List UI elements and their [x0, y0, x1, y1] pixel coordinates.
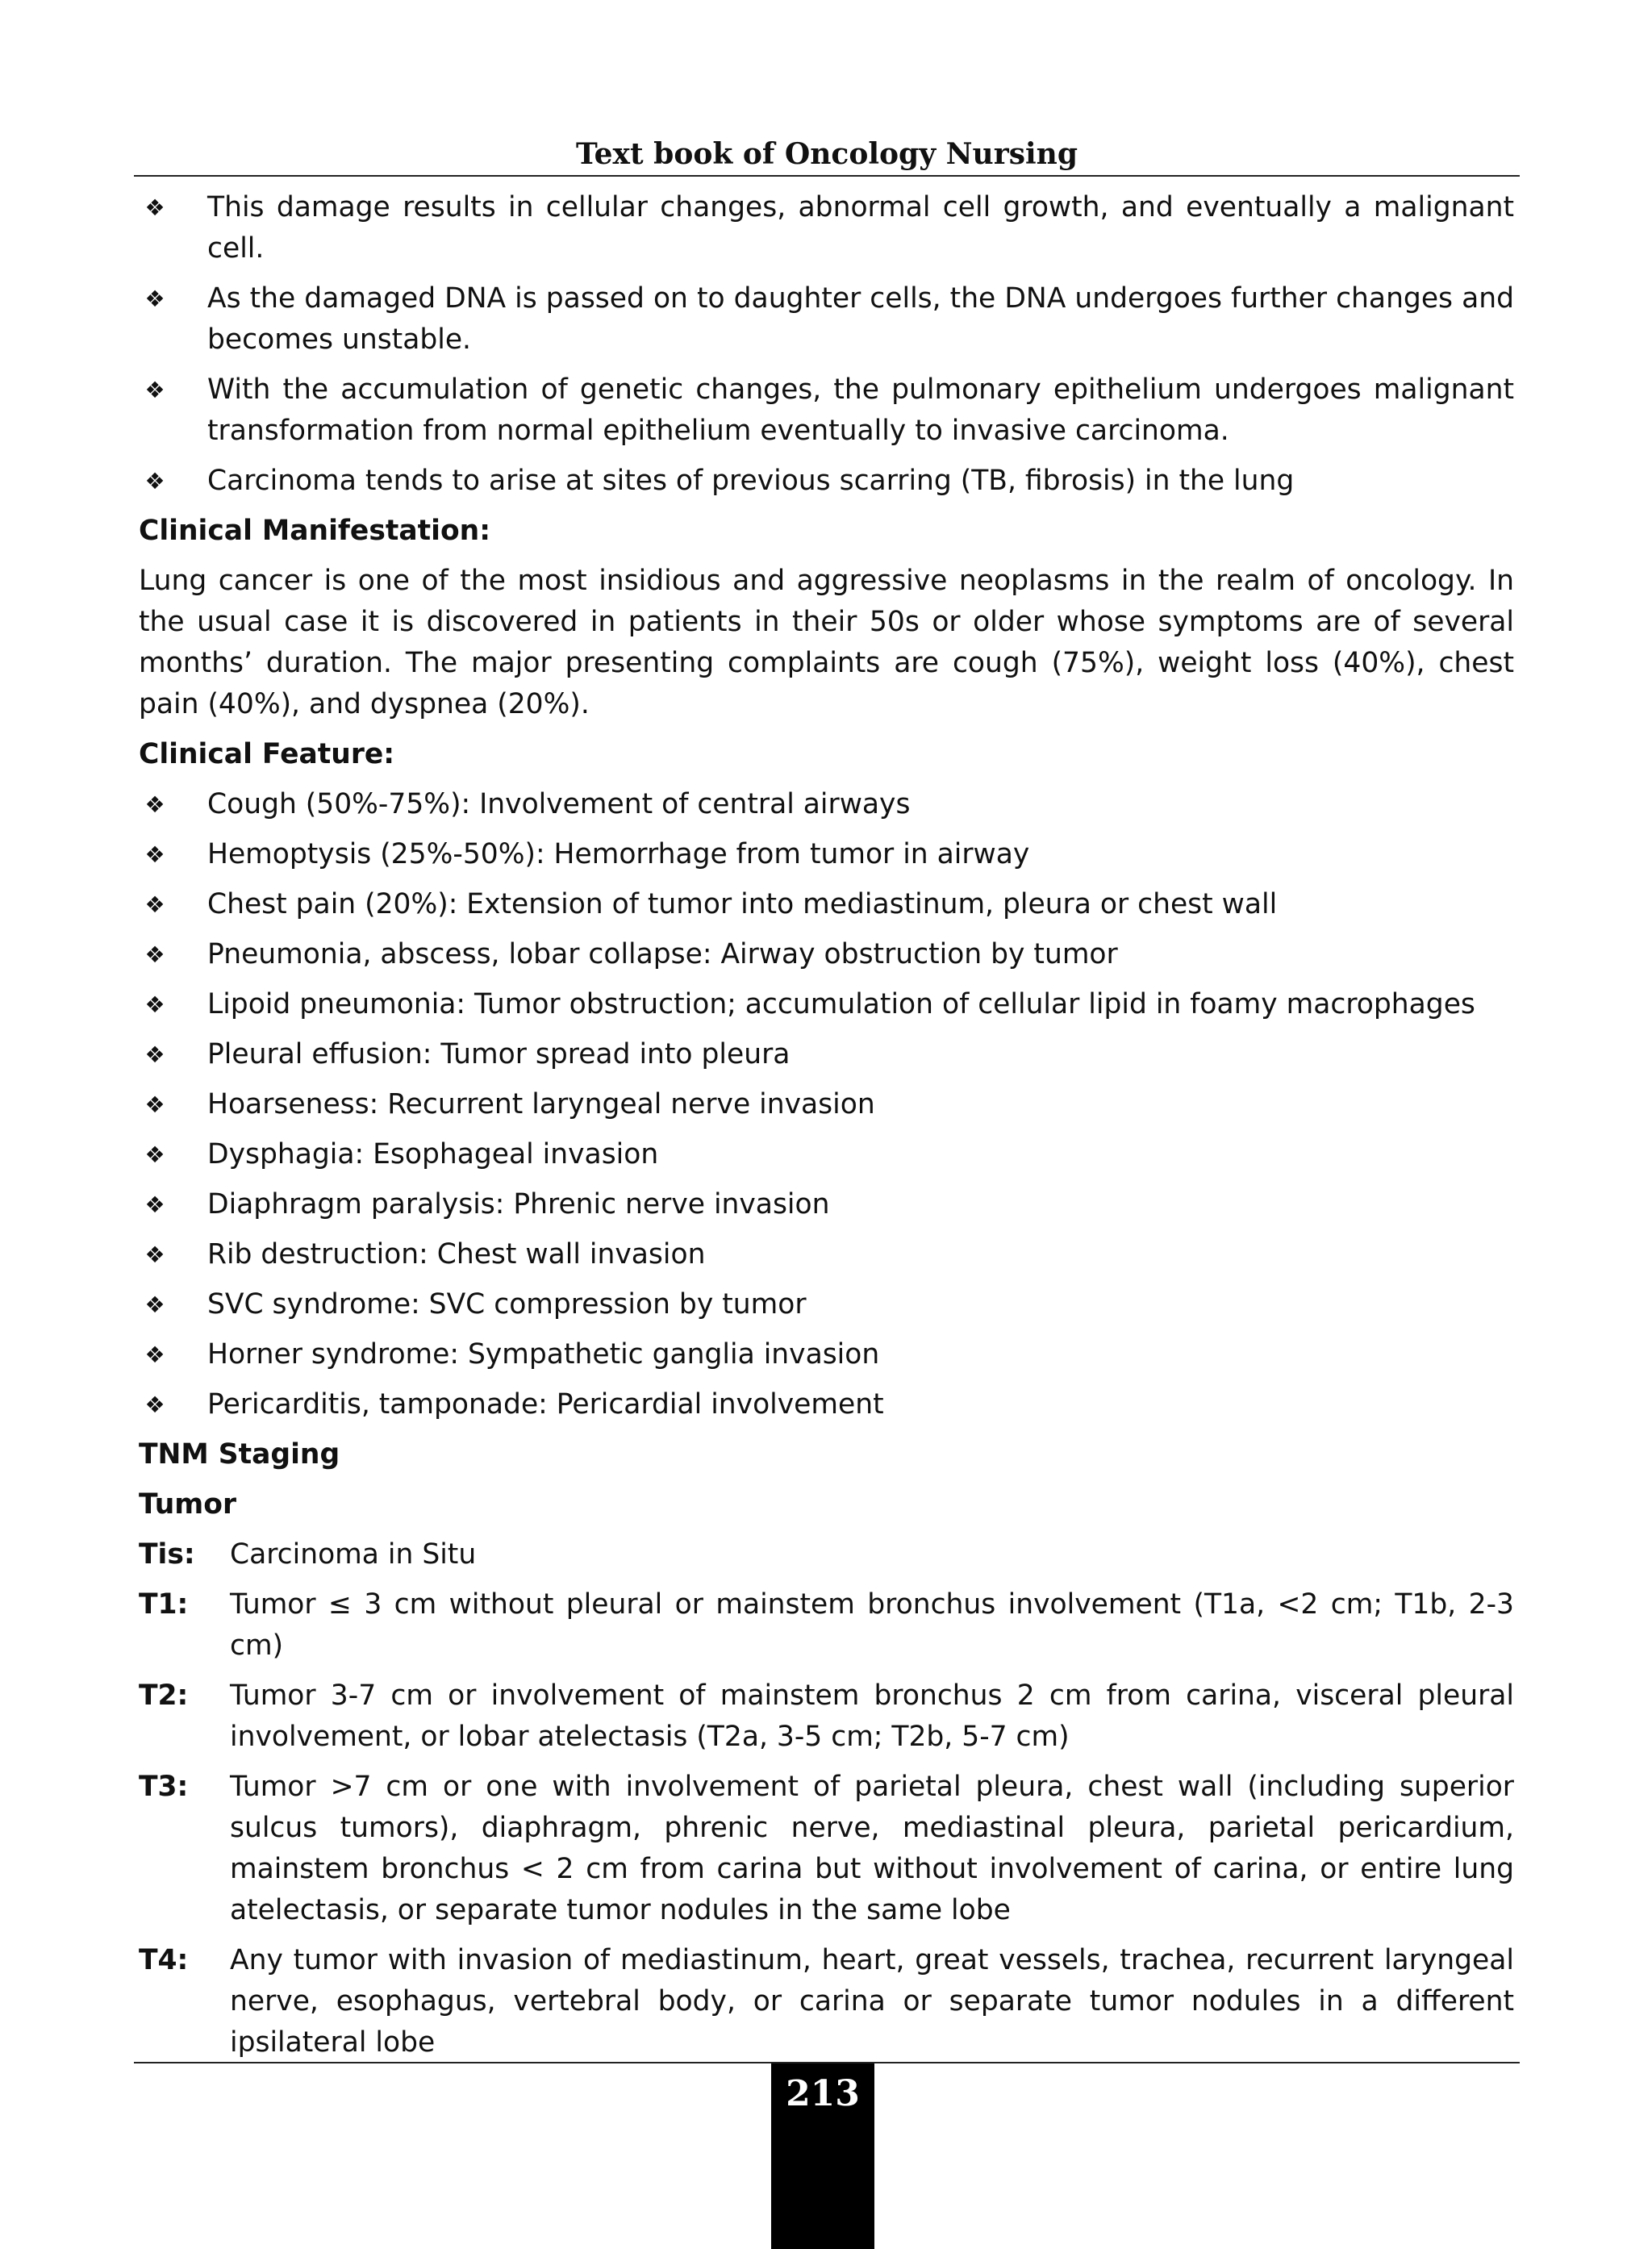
- page-number: 213: [786, 2073, 860, 2114]
- list-item: ❖ Chest pain (20%): Extension of tumor into mediastinum, pleura or chest wall: [139, 884, 1514, 925]
- stage-code: Tis:: [139, 1538, 195, 1571]
- diamond-bullet-icon: ❖: [144, 841, 165, 868]
- list-item: ❖ As the damaged DNA is passed on to daughter cells, the DNA undergoes further changes and becomes unstable.: [139, 278, 1514, 361]
- clinical-manifestation-heading: Clinical Manifestation:: [139, 515, 491, 547]
- diamond-bullet-icon: ❖: [144, 1241, 165, 1268]
- diamond-bullet-icon: ❖: [144, 1291, 165, 1318]
- clinical-manifestation-paragraph: Lung cancer is one of the most insidious and aggressive neoplasms in the realm of oncology. In the usual case it is discovered in patients in their 50s or older whose symptoms are of several months’ duration. The major presenting complaints are cough (75%), weight loss (40%), chest pain (40%), and dyspnea (20%).: [139, 565, 1514, 720]
- diamond-bullet-icon: ❖: [144, 468, 165, 494]
- stage-row-t2: [139, 1675, 1514, 1758]
- stage-description: Tumor >7 cm or one with involvement of parietal pleura, chest wall (including superior sulcus tumors), diaphragm, phrenic nerve, mediastinal pleura, parietal pericardium, mainstem bronchus < 2 cm from carina but without involvement of carina, or entire lung atelectasis, or separate tumor nodules in the same lobe: [230, 1771, 1514, 1926]
- diamond-bullet-icon: ❖: [144, 286, 165, 312]
- list-item: ❖ Rib destruction: Chest wall invasion: [139, 1234, 1514, 1275]
- page-header-title: Text book of Oncology Nursing: [575, 137, 1078, 171]
- stage-row-t4: [139, 1940, 1514, 2063]
- diamond-bullet-icon: ❖: [144, 1041, 165, 1068]
- stage-description: Tumor ≤ 3 cm without pleural or mainstem bronchus involvement (T1a, <2 cm; T1b, 2-3 cm): [230, 1588, 1514, 1662]
- page-number-tab: [771, 2063, 874, 2249]
- list-item: ❖ Pleural effusion: Tumor spread into pleura: [139, 1034, 1514, 1075]
- list-item: ❖ Hoarseness: Recurrent laryngeal nerve invasion: [139, 1084, 1514, 1125]
- stage-code: T3:: [139, 1771, 189, 1803]
- list-item: ❖ Dysphagia: Esophageal invasion: [139, 1134, 1514, 1175]
- diamond-bullet-icon: ❖: [144, 1141, 165, 1168]
- diamond-bullet-icon: ❖: [144, 377, 165, 403]
- list-item: ❖ Diaphragm paralysis: Phrenic nerve invasion: [139, 1184, 1514, 1225]
- clinical-feature-heading: Clinical Feature:: [139, 738, 395, 770]
- list-item: ❖ Hemoptysis (25%-50%): Hemorrhage from tumor in airway: [139, 834, 1514, 875]
- tnm-staging-heading: TNM Staging: [139, 1438, 340, 1471]
- stage-row-t1: [139, 1584, 1514, 1667]
- stage-description: Tumor 3-7 cm or involvement of mainstem bronchus 2 cm from carina, visceral pleural involvement, or lobar atelectasis (T2a, 3-5 cm; T2b, 5-7 cm): [230, 1679, 1514, 1753]
- intro-bullet-list: [139, 187, 1514, 502]
- diamond-bullet-icon: ❖: [144, 991, 165, 1018]
- list-item: ❖ SVC syndrome: SVC compression by tumor: [139, 1284, 1514, 1325]
- page-content: [139, 187, 1514, 2072]
- header-divider: [134, 175, 1520, 177]
- diamond-bullet-icon: ❖: [144, 1191, 165, 1218]
- stage-row-t3: [139, 1767, 1514, 1931]
- list-item: ❖ Pericarditis, tamponade: Pericardial involvement: [139, 1384, 1514, 1425]
- list-item: ❖ Pneumonia, abscess, lobar collapse: Airway obstruction by tumor: [139, 934, 1514, 975]
- diamond-bullet-icon: ❖: [144, 1341, 165, 1368]
- stage-code: T4:: [139, 1944, 189, 1976]
- diamond-bullet-icon: ❖: [144, 194, 165, 221]
- diamond-bullet-icon: ❖: [144, 1091, 165, 1118]
- stage-description: Carcinoma in Situ: [230, 1538, 477, 1571]
- diamond-bullet-icon: ❖: [144, 791, 165, 818]
- list-item: ❖ This damage results in cellular changes, abnormal cell growth, and eventually a malignant cell.: [139, 187, 1514, 269]
- stage-code: T2:: [139, 1679, 189, 1712]
- list-item: ❖ Carcinoma tends to arise at sites of previous scarring (TB, fibrosis) in the lung: [139, 461, 1514, 502]
- clinical-feature-list: [139, 784, 1514, 1425]
- diamond-bullet-icon: ❖: [144, 1392, 165, 1418]
- diamond-bullet-icon: ❖: [144, 891, 165, 918]
- diamond-bullet-icon: ❖: [144, 941, 165, 968]
- stage-row-tis: [139, 1534, 1514, 1575]
- list-item: ❖ Cough (50%-75%): Involvement of central airways: [139, 784, 1514, 825]
- tumor-subheading: Tumor: [139, 1488, 236, 1521]
- list-item: ❖ Horner syndrome: Sympathetic ganglia invasion: [139, 1334, 1514, 1375]
- list-item: ❖ Lipoid pneumonia: Tumor obstruction; accumulation of cellular lipid in foamy macrophages: [139, 984, 1514, 1025]
- stage-description: Any tumor with invasion of mediastinum, heart, great vessels, trachea, recurrent laryngeal nerve, esophagus, vertebral body, or carina or separate tumor nodules in a different ipsilateral lobe: [230, 1944, 1514, 2059]
- stage-code: T1:: [139, 1588, 189, 1621]
- list-item: ❖ With the accumulation of genetic changes, the pulmonary epithelium undergoes malignant transformation from normal epithelium eventually to invasive carcinoma.: [139, 369, 1514, 452]
